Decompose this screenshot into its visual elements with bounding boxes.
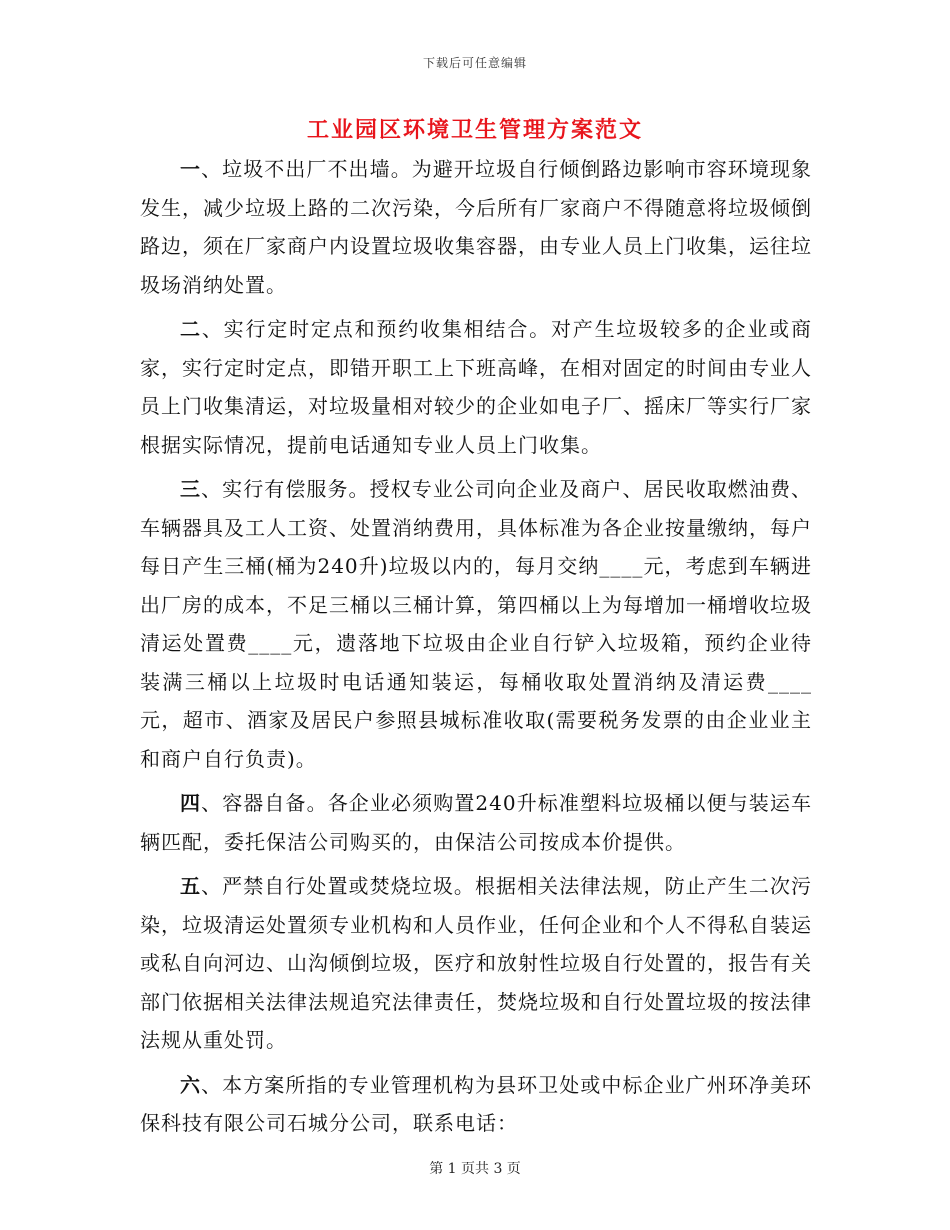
paragraph-6-number: 六 bbox=[180, 1072, 202, 1097]
paragraph-5-text: 、严禁自行处置或焚烧垃圾。根据相关法律法规，防止产生二次污染，垃圾清运处置须专业机构和人员作业，任何企业和个人不得私自装运或私自向河边、山沟倾倒垃圾，医疗和放射性垃圾自行处置的，报告有关部门依据相关法律法规追究法律责任，焚烧垃圾和自行处置垃圾的按法律法规从重处罚。 bbox=[140, 874, 813, 1052]
paragraph-4-number: 四 bbox=[180, 791, 202, 815]
paragraph-4-text: 、容器自备。各企业必须购置240升标准塑料垃圾桶以便与装运车辆匹配，委托保洁公司购买的，由保洁公司按成本价提供。 bbox=[140, 791, 812, 854]
paragraph-4 bbox=[140, 784, 812, 861]
paragraph-1-text: 、垃圾不出厂不出墙。为避开垃圾自行倾倒路边影响市容环境现象发生，减少垃圾上路的二次污染，今后所有厂家商户不得随意将垃圾倾倒路边，须在厂家商户内设置垃圾收集容器，由专业人员上门收集，运往垃圾场消纳处置。 bbox=[140, 157, 813, 297]
paragraph-6 bbox=[140, 1066, 812, 1143]
page-footer: 第 1 页共 3 页 bbox=[429, 1161, 521, 1177]
document-title: 工业园区环境卫生管理方案范文 bbox=[306, 117, 643, 143]
paragraph-5-number: 五 bbox=[180, 874, 202, 898]
paragraph-3-number: 三 bbox=[180, 477, 202, 501]
paragraph-1 bbox=[140, 150, 812, 304]
paragraph-3-text: 、实行有偿服务。授权专业公司向企业及商户、居民收取燃油费、车辆器具及工人工资、处置消纳费用，具体标准为各企业按量缴纳，每户每日产生三桶(桶为240升)垃圾以内的，每月交纳____元，考虑到车辆进出厂房的成本，不足三桶以三桶计算，第四桶以上为每增加一桶增收垃圾清运处置费____元，遗落地下垃圾由企业自行铲入垃圾箱，预约企业待装满三桶以上垃圾时电话通知装运，每桶收取处置消纳及清运费____元，超市、酒家及居民户参照县城标准收取(需要税务发票的由企业业主和商户自行负责)。 bbox=[140, 477, 813, 771]
paragraph-2 bbox=[140, 310, 812, 464]
paragraph-2-number: 二 bbox=[180, 317, 202, 341]
page-header: 下载后可任意编辑 bbox=[422, 56, 527, 70]
paragraph-6-text: 、本方案所指的专业管理机构为县环卫处或中标企业广州环净美环保科技有限公司石城分公司，联系电话： bbox=[140, 1072, 813, 1135]
paragraph-1-number: 一 bbox=[180, 157, 202, 181]
paragraph-5 bbox=[140, 867, 812, 1060]
paragraph-2-text: 、实行定时定点和预约收集相结合。对产生垃圾较多的企业或商家，实行定时定点，即错开职工上下班高峰，在相对固定的时间由专业人员上门收集清运，对垃圾量相对较少的企业如电子厂、摇床厂等实行厂家根据实际情况，提前电话通知专业人员上门收集。 bbox=[140, 317, 813, 457]
document-body bbox=[140, 150, 812, 1143]
paragraph-3 bbox=[140, 470, 812, 778]
